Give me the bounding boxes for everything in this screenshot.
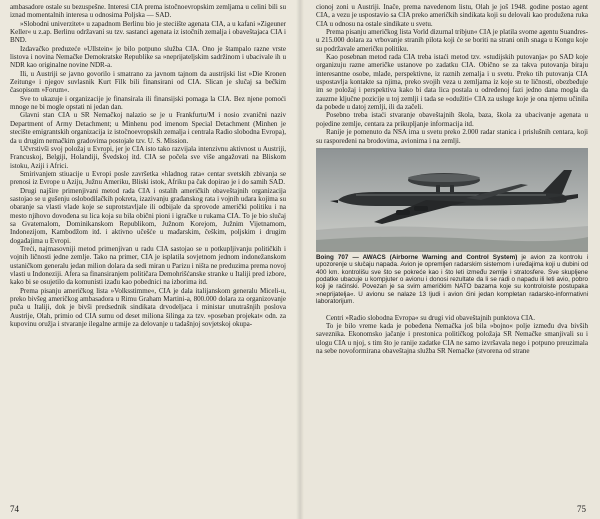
left-text-column: [10, 3, 286, 328]
right-text-column: [316, 3, 588, 355]
paragraph: Učvrstivši svoj položaj u Evropi, jer je CIA isto tako razvijala intenzivnu aktivnost u Austriji, Francuskoj, Belgiji, Holandiji, Švedskoj itd. CIA se počela sve više angažovati na Bliskom istoku, Aziji i Africi.: [10, 144, 286, 170]
paragraph: Ili, u Austriji se javno govorilo i smatrano za javnom tajnom da austrijski list »Die Kronen Zeitung« i njegov suvlasnik Kurt Filk bili finansirani od CIA. Slican je slučaj sa bečkim časopisom »Forum«.: [10, 69, 286, 95]
paragraph: Kao posebnan metod rada CIA treba istaći metod tzv. »studijskih putovanja« po SAD koje organizuju razne američke ustanove po zadatku CIA. Obično se za takva putovanja biraju interesantne osobe, mlađe, perspektivne, iz raznih zemalja i u svetu. Preko tih putovanja CIA uspostavlja kontakte sa njima, preko svojih veza u zemljama iz koje su te ličnosti, obezbeđuje im se položaj i perspektiva kako bi data lica postala u određenoj fazi jedno dana mogla da zauzme ključne pozicije u toj zemlji i tada se »odužiti« CIA za usluge koje je ona njemu učinila da pobede u datoj zemlji, ili da začeli.: [316, 53, 588, 112]
awacs-aircraft-photo: [316, 148, 588, 252]
page-number: 75: [577, 504, 586, 514]
paragraph: Posebno treba istaći stvaranje obaveštajnih škola, baza, škola za ubacivanje agenata u pojedine zemlje, centara za prikupljanje informacija itd.: [316, 111, 588, 128]
paragraph: Drugi najšire primenjivani metod rada CIA i ostalih američkih obaveštajnih organizacija sastojao se u gušenju oslobodilačkih pokreta, izazivanju građanskog rata i vojnih udara kojima su obaranje sa vlasti vlade koje se suprotstavljale ili odbijale da sprovode američki politiku i na mesto njihovo dovođena su lica koja su bila obični pioni i igračke u rukama CIA. To je bio slučaj sa Gvatemalom, Dominikanskom Republikom, Južnom Korejom, Južnim Vijetnamom, Indonezijom, Kambodžom itd. i aktivno učešće u mađarskim, češkim, poljskim i drugim događajima u Evropi.: [10, 186, 286, 245]
paragraph: Glavni stan CIA u SR Nemačkoj nalazio se je u Frankfurtu/M i nosio zvanični naziv Department of Army Detachment; u Minhenu pod imenom Special Detachment (Minhen je stecište emigrantskih organizacija iz istočnoevropskih zemalja i centrala Radio slobodna Evropa), da u drugim nemačkim gradovima postojale tzv. U. S. Mission.: [10, 111, 286, 145]
awacs-aircraft-illustration: [316, 148, 588, 252]
paragraph: Sve to ukazuje i organizacije je finansirala ili finansijski pomaga la CIA. Bez njene pomoći mnoge ne bi mogle opstati ni jedan dan.: [10, 94, 286, 112]
paragraph: Treći, najmasovniji metod primenjivan u radu CIA sastojao se u potkupljivanju političkih i vojnih ličnosti jedne zemlje. Tako na primer, CIA je isplatila sovjetnom jednom indonežanskom ustaničkom generalu jedan milion dolara da sedi miran u Parizu i ništa ne preduzima prema novoj vlasti u Indoneziji. Afera sa finansiranjem političara Demohrišćanske stranke u Italiji pred izbore, kako bi se osujetilo da komunisti izađu kao pobednici na izborima itd.: [10, 244, 286, 287]
paragraph: Ranije je pomenuto da NSA ima u svetu preko 2.000 radar stanica i prislušnih centara, koji su raspoređeni na brodovima, avionima i na zemlji.: [316, 128, 588, 145]
paragraph: Smirivanjem stiuacije u Evropi posle završetka »hladnog rata« centar svetskih zbivanja se prenosi iz Evrope u Aziju, Južnu Ameriku, Bliski istok, Afriku pa čak dopirao je i do samih SAD.: [10, 169, 286, 187]
paragraph: cionoj zoni u Austriji. Inače, prema navedenom listu, Olah je još 1948. godine postao agent CIA, a vezu je uspostavio sa CIA preko američkih sindikata koji su delovali kao produžena ruka CIA u odnosu na ostale sindikate u svetu.: [316, 3, 588, 28]
paragraph: ambasadore ostale su bezuspešne. Interesi CIA prema istočnoevropskim zemljama u celini bili su iznad momentalnih interesa u odnosima Poljska — SAD.: [10, 3, 286, 20]
paragraph: Prema pisanju američkog lista Vorld dizurnal tribjun« CIA je platila svome agentu Suandres-u 215.000 dolara za vrbovanje stranih pilota koji će se boriti na strani onih snaga u Kongu koje su podržavale američku politiku.: [316, 28, 588, 53]
page-number: 74: [10, 504, 19, 514]
book-gutter-shadow: [296, 0, 304, 519]
caption-title: Boing 707 — AWACS (Airborne Warning and Control System): [316, 253, 518, 261]
paragraph: Centri »Radio slobodna Evropa« su drugi vid obaveštajnih punktova CIA.: [326, 313, 536, 322]
right-page: [300, 0, 600, 519]
paragraph: Izdavačko preduzeće »Ullstein« je bilo potpuno služba CIA. Ono je štampalo razne vrste listova i novina Nemačke Demokratske Republike sa »neprijateljskim sadržinom i ubacivale ih u NDR kao originalne novine NDR-a.: [10, 44, 286, 70]
paragraph: To je bilo vreme kada je pobeđena Nemačka još bila »bojno« polje između dva bivših saveznika. Ekonomsko jačanje i prestonica političkog položaja SR Nemačke smanjivali su i ulogu CIA u njoj, s tim što je ranije zadatke CIA ne samo izvršavala nego i potpuno preuzimala na sebe novoformirana obaveštajna služba SR Nemačke (stvorena od strane: [316, 322, 588, 356]
caption-text: je avion za kontrolu i upozorenje u slučaju napada. Avion je opremljen radarskim sistemom i uređajima koji u dubini od 400 km. kontrolišu sve što se pokreće kao i što leti između zemlje i stratosfere. Sve skupljene podatke ubacuje u kompjuter o avionu i donosi rezultate da li se radi o napadu ili leti avio, pobro koji je raćinski. Povezan je sa svim američkim NATO bazama koje su kontroloiste postupaka »neprijatelja«. U avionu se nalaze 13 ljudi i avion čini jedan kompletan radarsko-informativni laboratorijum.: [316, 253, 589, 306]
paragraph: »Slobodni univerzitet« u zapadnom Berlinu bio je steciište agenata CIA, a u kafani »Zigeuner Keller« u z.ap. Berlinu održavani su tzv. sastanci agenata iz istočnih zemalja i obaveštajaca CIA i BND.: [10, 19, 286, 45]
photo-caption: [316, 254, 588, 306]
paragraph: Prema pisanju američkog lista »Volksstimme«, CIA je dala italijanskom generalu Miceli-u, preko bivšeg američkog ambasadora u Rimu Graham Martini-a, 800.000 dolara za organizovanje puča u Italiji, dok je bivši predsednik sindikata drvodeljaca i ministar unutrašnjih poslova Austrije, Olah, primio od CIA sumu od deset miliona šilinga za tzv. »poseban projekat« odn. za kupovinu oružja i stvaranje ilegalne armije za delovanje u tadašnjoj sovjetskoj okupa-: [10, 286, 286, 329]
